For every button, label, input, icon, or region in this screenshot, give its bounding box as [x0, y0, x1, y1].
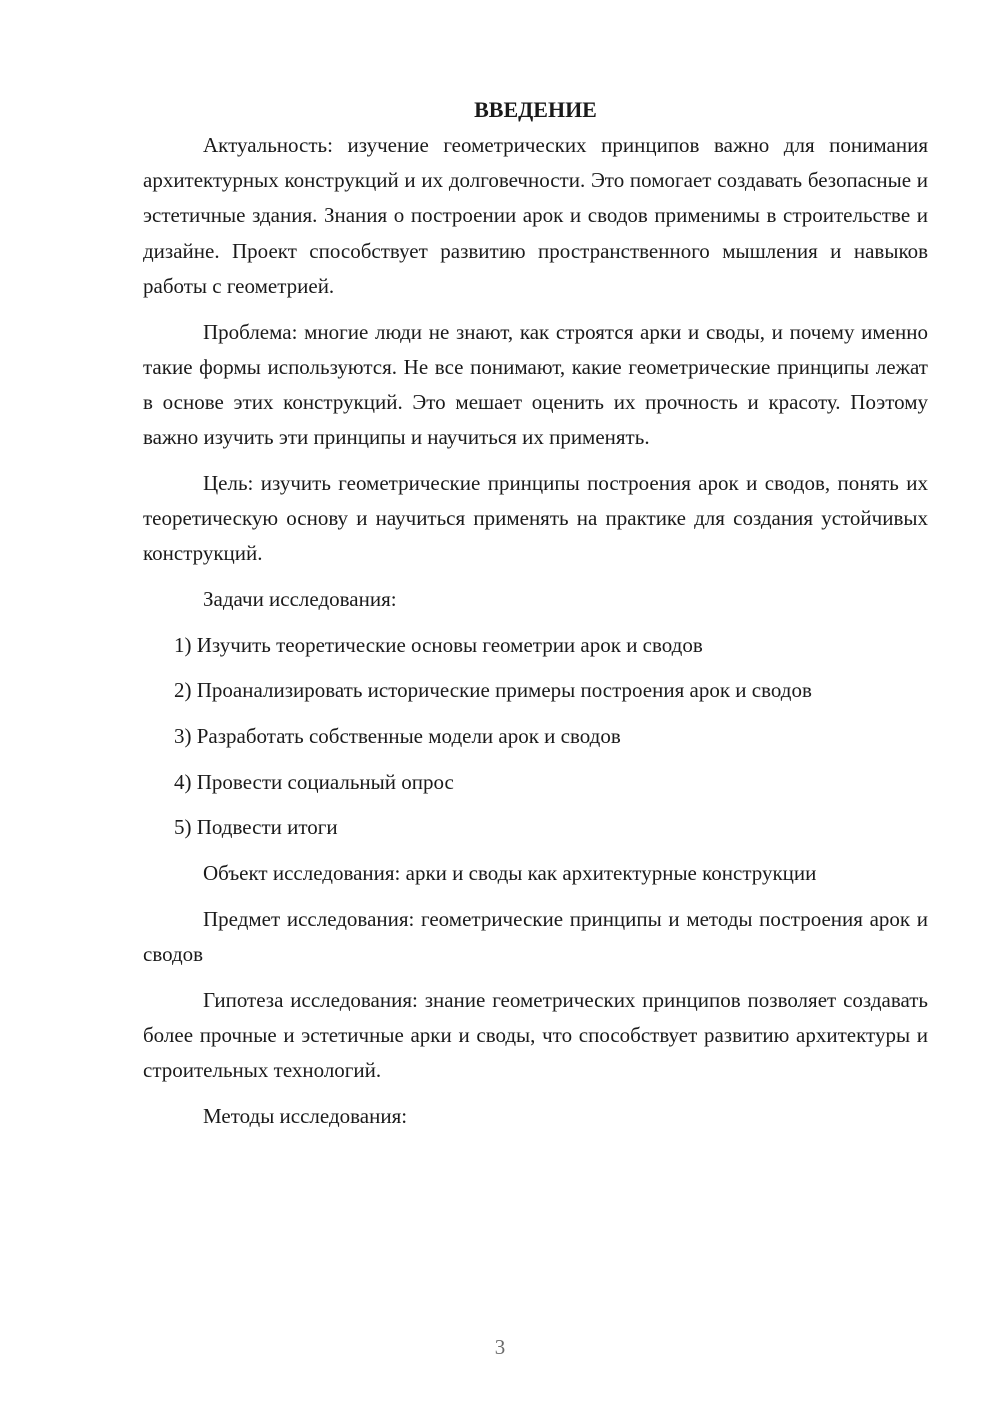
paragraph-object: Объект исследования: арки и своды как архитектурные конструкции: [203, 861, 817, 886]
paragraph-relevance: Актуальность: изучение геометрических принципов важно для понимания архитектурных конструкций и их долговечности. Это помогает создавать безопасные и эстетичные здания. Знания о построении арок и сводов применимы в строительстве и дизайне. Проект способствует развитию пространственного мышления и навыков работы с геометрией.: [143, 133, 928, 298]
task-item-5: 5) Подвести итоги: [174, 815, 338, 840]
task-item-4: 4) Провести социальный опрос: [174, 769, 454, 794]
page-number: 3: [494, 1335, 506, 1359]
document-page: [143, 92, 928, 1145]
task-item-2: 2) Проанализировать исторические примеры построения арок и сводов: [174, 678, 812, 703]
task-item-3: 3) Разработать собственные модели арок и сводов: [174, 724, 621, 749]
paragraph-hypothesis: Гипотеза исследования: знание геометрических принципов позволяет создавать более прочные и эстетичные арки и своды, что способствует развитию архитектуры и строительных технологий.: [143, 987, 928, 1083]
task-item-1: 1) Изучить теоретические основы геометрии арок и сводов: [174, 632, 703, 657]
page-title: ВВЕДЕНИЕ: [474, 97, 597, 122]
paragraph-goal: Цель: изучить геометрические принципы построения арок и сводов, понять их теоретическую основу и научиться применять на практике для создания устойчивых конструкций.: [143, 470, 928, 566]
tasks-title: Задачи исследования:: [203, 586, 397, 611]
paragraph-problem: Проблема: многие люди не знают, как строятся арки и своды, и почему именно такие формы используются. Не все понимают, какие геометрические принципы лежат в основе этих конструкций. Это мешает оценить их прочность и красоту. Поэтому важно изучить эти принципы и научиться их применять.: [143, 319, 928, 450]
paragraph-subject: Предмет исследования: геометрические принципы и методы построения арок и сводов: [143, 906, 928, 967]
methods-title: Методы исследования:: [203, 1103, 408, 1128]
